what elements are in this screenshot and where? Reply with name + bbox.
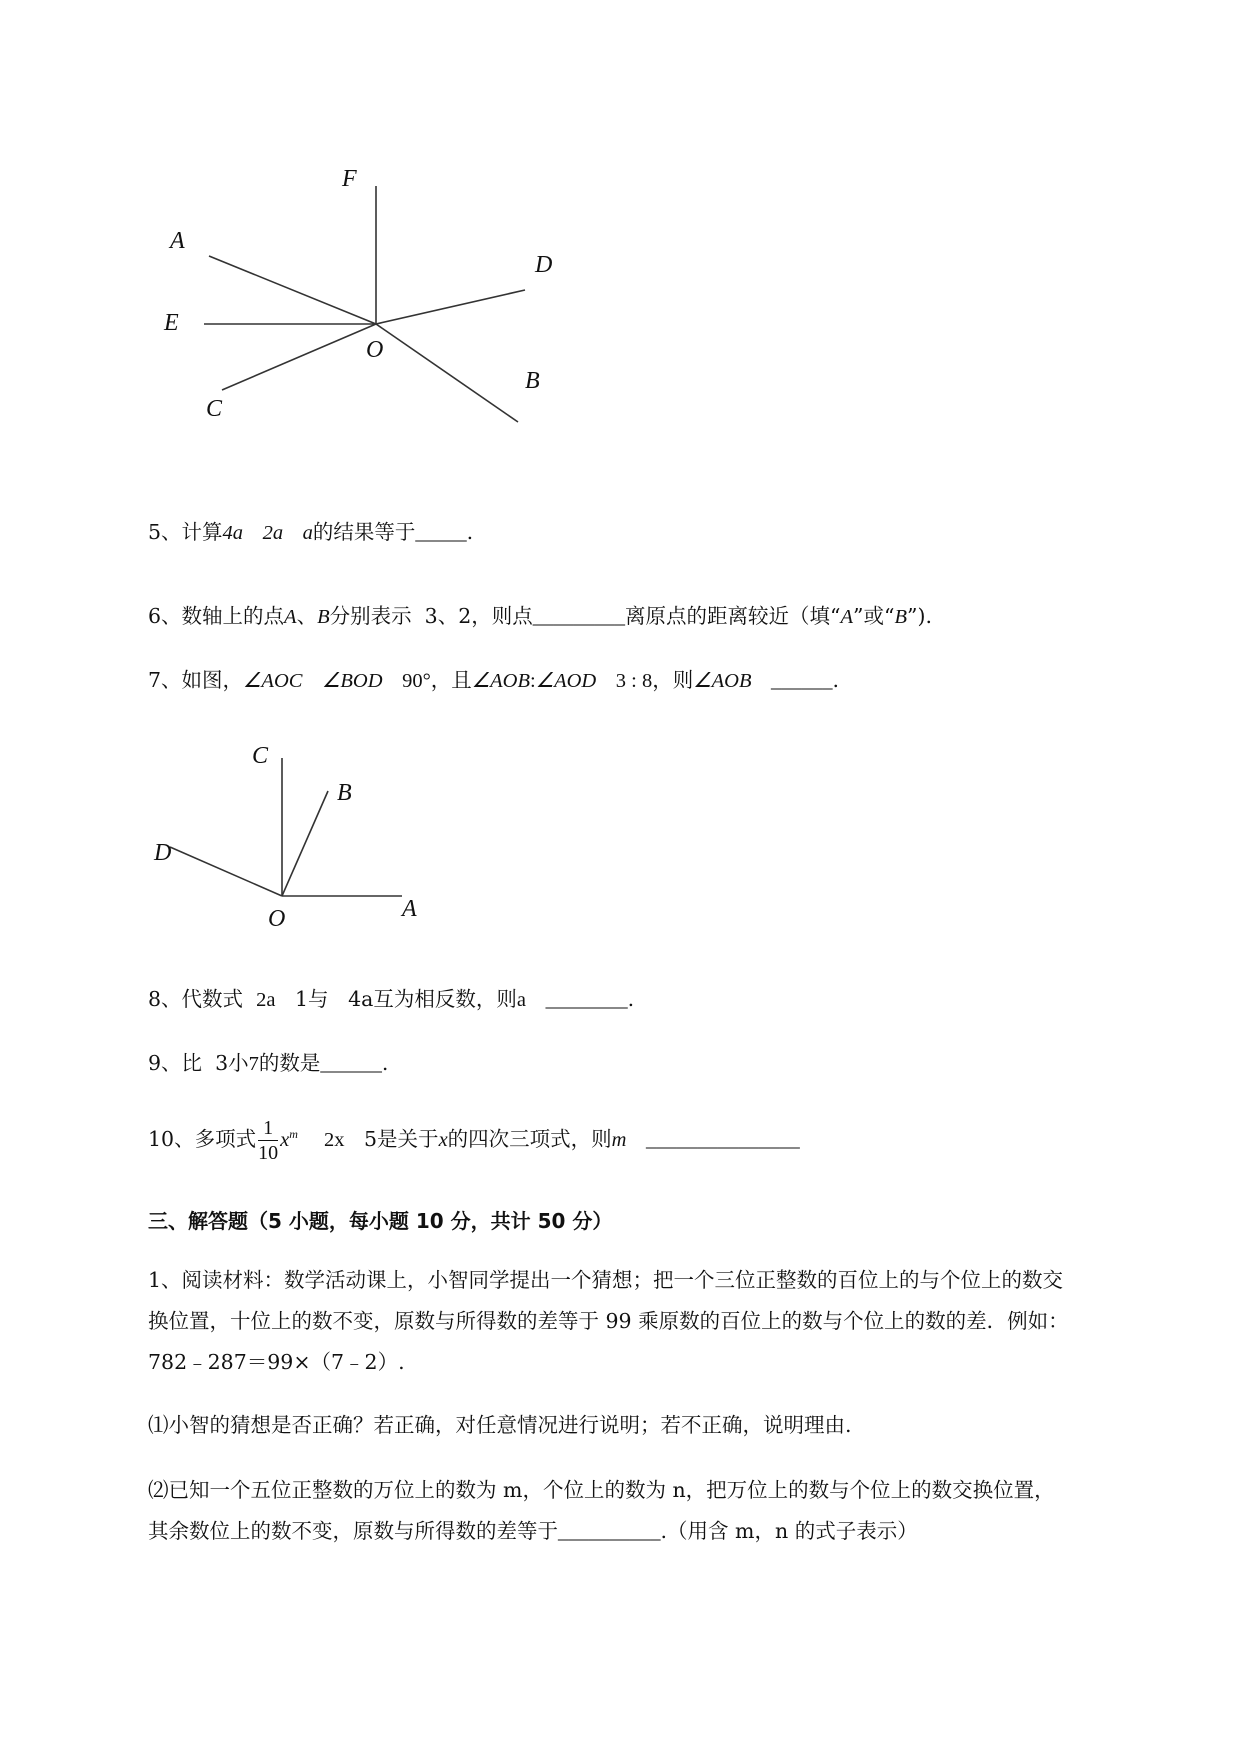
q6-rest: 离原点的距离较近（填“ [625,604,841,628]
label-B: B [525,368,540,394]
q8-number: 8、代数式 [148,987,244,1011]
q7-answer-blank: ______ [771,670,833,692]
problem-1-line-1: 1、阅读材料：数学活动课上，小智同学提出一个猜想；把一个三位正整数的百位上的与个位上的数交 [148,1268,1064,1292]
q10-m: m [611,1129,627,1151]
question-5 [148,520,473,546]
q10-x2: x [438,1129,448,1151]
problem-1-part-2-line-1: ⑵已知一个五位正整数的万位上的数为 m，个位上的数为 n，把万位上的数与个位上的数交换位置， [148,1478,1055,1502]
q6-separator: 、 [296,604,318,628]
q5-expr-2: 2a [262,522,284,544]
question-6 [148,604,932,630]
ray-OC [222,324,376,390]
q8-expr-2: 1与 [295,987,329,1011]
q5-number: 5、计算 [148,520,223,544]
q10-x: x [280,1129,290,1151]
figure-angles-diagram [140,740,440,940]
problem-1-line-2: 换位置，十位上的数不变，原数与所得数的差等于 99 乘原数的百位上的数与个位上的数的差．例如： [148,1309,1069,1333]
q9-value: 3小 [215,1051,249,1075]
label-A: A [170,228,185,254]
q5-text: 的结果等于 [312,520,416,544]
q6-values: 3、2，则点 [424,604,533,628]
figure-rays-diagram [140,160,560,480]
q10-answer-blank: _______________ [646,1129,800,1151]
q7-then: ，则 [652,668,694,692]
label-C: C [252,743,269,769]
q6-or: ”或“ [853,604,895,628]
label-E: E [164,310,179,336]
q8-expr-1: 2a [256,989,276,1011]
problem-1-line-3: 782﹣287＝99×（7﹣2）. [148,1350,405,1374]
label-O: O [268,906,286,932]
q9-text: 的数是 [258,1051,321,1075]
problem-1-part-2-note: .（用含 m，n 的式子表示） [660,1519,918,1543]
question-9 [148,1051,388,1077]
label-F: F [342,166,357,192]
q8-answer-blank: ________ [545,989,628,1011]
q8-variable: a [516,989,526,1011]
section-heading: 三、解答题（5 小题，每小题 10 分，共计 50 分） [148,1209,613,1233]
q9-answer-blank: ______ [320,1053,382,1075]
q9-number: 9、比 [148,1051,203,1075]
q6-number: 6、数轴上的点 [148,604,285,628]
q6-close: ”). [907,604,933,628]
q10-number: 10、多项式 [148,1127,257,1151]
q9-end: . [381,1051,389,1075]
q6-option-a: A [840,606,854,628]
q10-fraction-numerator: 1 [258,1118,278,1141]
q6-mid: 分别表示 [329,604,412,628]
ray-OB [376,324,518,422]
q7-angle-aoc: ∠AOC [243,670,303,692]
q7-colon: : [530,670,536,692]
q7-number: 7、如图， [148,668,244,692]
q8-end: . [627,987,635,1011]
q10-term-2x: 2x [323,1129,345,1151]
ray-OB [282,791,328,896]
q7-angle-aob-answer: ∠AOB [693,670,752,692]
q8-expr-3: 4a互为相反数，则 [348,987,517,1011]
question-10 [148,1118,800,1163]
problem-1-part-2-blank: __________ [558,1521,661,1543]
q9-seven: 7 [248,1053,259,1075]
label-B: B [337,780,352,806]
ray-OD [376,290,525,324]
label-D: D [535,252,553,278]
label-O: O [366,337,384,363]
q5-expr-1: 4a [222,522,244,544]
q6-point-b: B [317,606,330,628]
problem-1-part-2-line-2 [148,1511,1178,1553]
q7-and: ，且 [430,668,472,692]
problem-1-part-2 [148,1470,1178,1553]
q7-angle-bod: ∠BOD [322,670,383,692]
q10-fraction [258,1118,278,1163]
q7-end: . [832,668,840,692]
problem-1-material [148,1260,1178,1383]
q6-option-b: B [894,606,908,628]
q10-fraction-denominator: 10 [258,1142,279,1164]
q7-ratio: 3 : 8 [615,670,653,692]
problem-1-part-1: ⑴小智的猜想是否正确？若正确，对任意情况进行说明；若不正确，说明理由. [148,1413,852,1437]
q7-angle-aod: ∠AOD [535,670,597,692]
label-A: A [402,896,417,922]
q10-text: 的四次三项式，则 [447,1127,612,1151]
ray-OD [170,847,282,896]
question-7 [148,668,839,694]
q6-point-a: A [284,606,297,628]
q7-value-90: 90° [402,670,431,692]
q5-end: . [466,520,474,544]
label-C: C [206,396,223,422]
q5-answer-blank: _____ [415,522,467,544]
question-8 [148,987,634,1013]
q10-five: 5是关于 [364,1127,439,1151]
q10-exponent: m [289,1127,298,1142]
label-D: D [154,840,172,866]
q6-answer-blank: _________ [532,606,625,628]
q7-angle-aob: ∠AOB [471,670,531,692]
q5-expr-3: a [302,522,313,544]
problem-1-part-2-text: 其余数位上的数不变，原数与所得数的差等于 [148,1519,558,1543]
ray-OA [209,256,376,324]
